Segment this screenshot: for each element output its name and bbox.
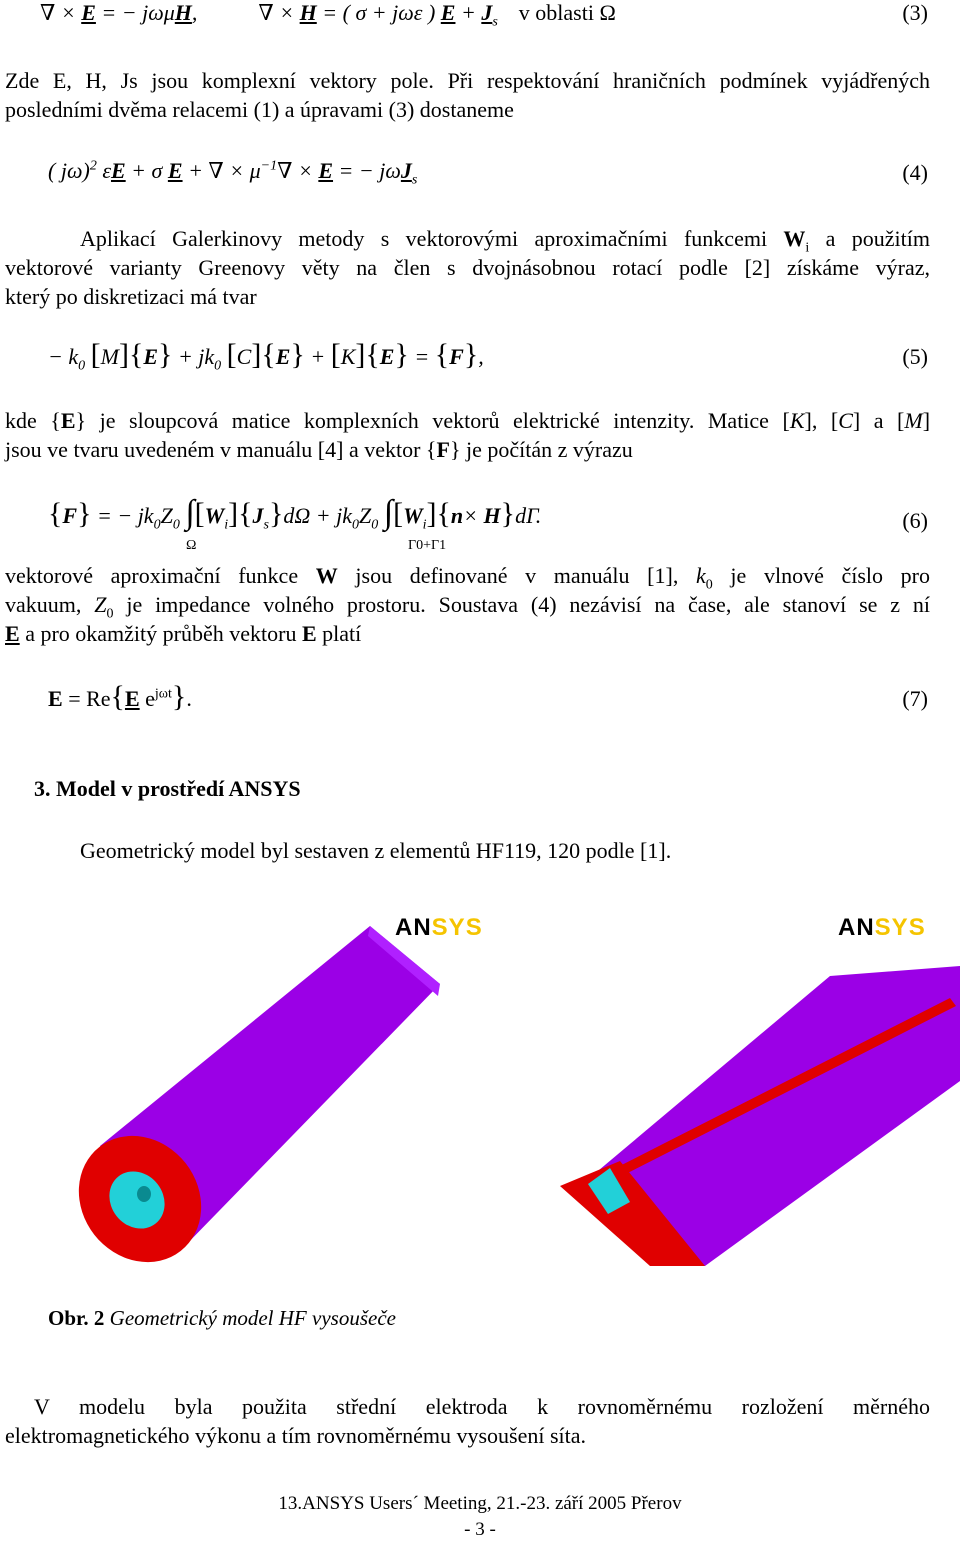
- eq3-curl-e: ∇ × E = − jωμH,: [40, 0, 198, 25]
- para3-line1: kde {E} je sloupcová matice komplexních vektorů elektrické intenzity. Matice [K], [C] a [M]: [5, 408, 931, 433]
- eq6-limit-gamma: Γ0+Γ1: [408, 538, 447, 553]
- para2-line2: vektorové varianty Greenovy věty na člen s dvojnásobnou rotací podle [2] získáme výraz,: [5, 255, 930, 280]
- eq7-number: (7): [902, 686, 928, 711]
- ansys-logo-right: ANSYS: [838, 914, 926, 941]
- equation-4: ( jω)$^2$ εE + σ E + ∇ × $\mu^{-1}\nabla \times E$ = − jωJ$_s$: [48, 158, 418, 188]
- para1-line2: posledními dvěma relacemi (1) a úpravami (3) dostaneme: [5, 97, 514, 122]
- eq3-curl-h: ∇ × H = ( σ + jωε ) $E + J_s$: [258, 0, 498, 30]
- eq6-number: (6): [902, 508, 928, 533]
- equation-7: E = Re{E $e^{j\omega t}$}.: [48, 680, 192, 713]
- eq5-number: (5): [902, 344, 928, 369]
- section-heading: 3. Model v prostředí ANSYS: [34, 776, 301, 801]
- cylinder-model-left: [40, 906, 440, 1276]
- cylinder-model-right: [500, 906, 960, 1276]
- para5-line1: V modelu byla použita střední elektroda k rovnoměrnému rozložení měrného: [34, 1394, 930, 1419]
- ansys-logo-left: ANSYS: [395, 914, 483, 941]
- figure-model-right: [500, 906, 926, 1276]
- equation-6: {F} = − $jk_0Z_0$ $\int[W_i]\{J_s\}d\Omega + jk_0Z_0$ $\int[W_i]\{n\times H\}d\Gamma$.: [48, 494, 542, 533]
- section-body: Geometrický model byl sestaven z elementů HF119, 120 podle [1].: [80, 838, 672, 863]
- para1-line1: Zde E, H, Js jsou komplexní vektory pole. Při respektování hraničních podmínek vyjádřených: [5, 68, 930, 93]
- para2-line1: Aplikací Galerkinovy metody s vektorovými aproximačními funkcemi $W_i$ a použitím: [80, 226, 930, 256]
- eq3-region: v oblasti Ω: [518, 0, 616, 25]
- equation-3: [40, 0, 616, 30]
- page-number: - 3 -: [464, 1519, 496, 1540]
- para4-line3: E a pro okamžitý průběh vektoru E platí: [5, 621, 362, 646]
- para2-line3: který po diskretizaci má tvar: [5, 284, 257, 309]
- para4-line1: vektorové aproximační funkce W jsou definované v manuálu [1], $k_0$ je vlnové číslo pro: [5, 563, 931, 593]
- para3-line2: jsou ve tvaru uvedeném v manuálu [4] a vektor {F} je počítán z výrazu: [5, 437, 633, 462]
- figure-model-left: [40, 906, 483, 1276]
- footer-conference: 13.ANSYS Users´ Meeting, 21.-23. září 2005 Přerov: [278, 1493, 682, 1514]
- eq4-number: (4): [902, 160, 928, 185]
- para5-line2: elektromagnetického výkonu a tím rovnoměrnému vysoušení síta.: [5, 1423, 587, 1448]
- eq6-limit-omega: Ω: [186, 538, 197, 553]
- core-center: [137, 1186, 151, 1202]
- eq3-number: (3): [902, 0, 928, 25]
- equation-5: − $k_0$ $[M]\{E\} + jk_0$ [C]{E} + [K]{E} = {F},: [48, 338, 484, 374]
- figure-caption: Obr. 2 Geometrický model HF vysoušeče: [48, 1306, 396, 1330]
- para4-line2: vakuum, $Z_0$ je impedance volného prostoru. Soustava (4) nezávisí na čase, ale stanoví se z ní: [5, 592, 930, 622]
